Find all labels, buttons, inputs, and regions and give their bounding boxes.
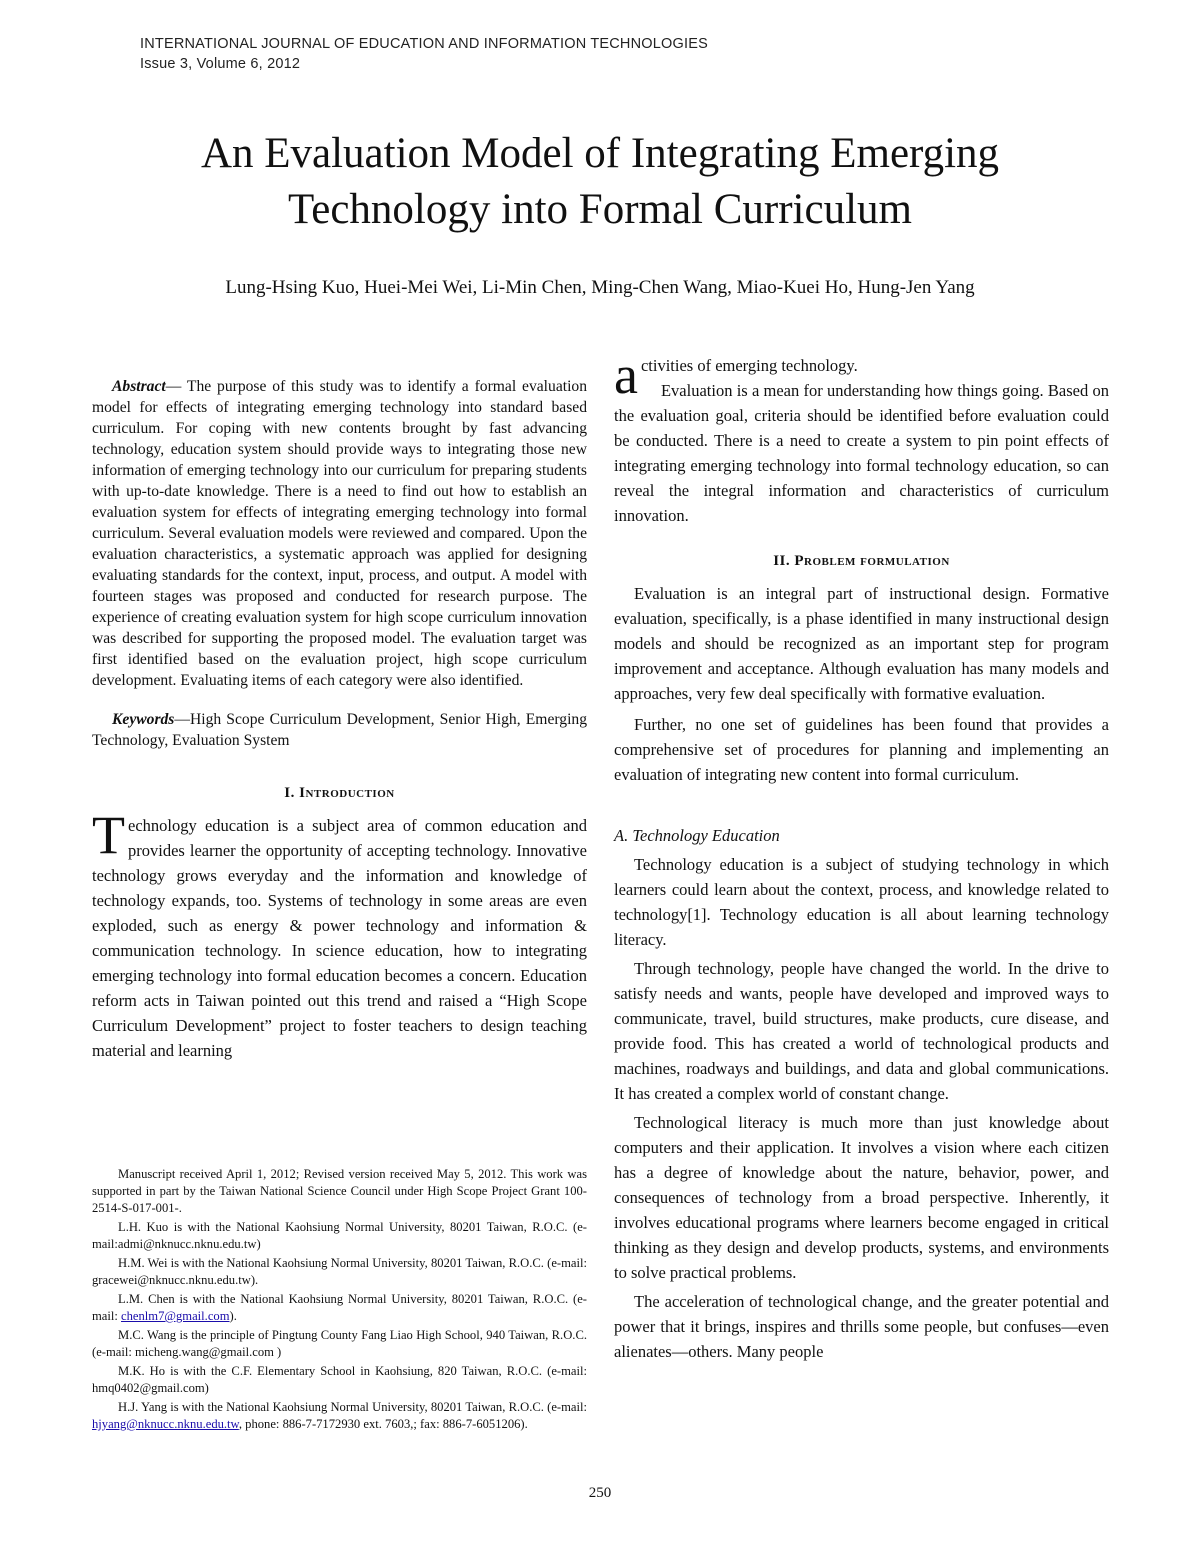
paper-title [0,126,1200,238]
footnote-wei: H.M. Wei is with the National Kaohsiung Normal University, 80201 Taiwan, R.O.C. (e-mail: gracewei@nknucc.nknu.edu.tw). [92,1256,587,1287]
technology-paragraph-3: Technological literacy is much more than just knowledge about computers and their application. It involves a vision where each citizen has a degree of knowledge about the nature, behavior, power, and consequences of technology from a broad perspective. Inherently, it involves educational programs where learners become engaged in critical thinking as they design and develop products, systems, and environments to solve practical problems. [614,1113,1109,1282]
footnote-wang: M.C. Wang is the principle of Pingtung County Fang Liao High School, 940 Taiwan, R.O.C. (e-mail: micheng.wang@gmail.com ) [92,1328,587,1359]
problem-paragraph-2: Further, no one set of guidelines has been found that provides a comprehensive set of procedures for planning and implementing an evaluation of integrating new content into formal curriculum. [614,715,1109,784]
keywords-text: —High Scope Curriculum Development, Senior High, Emerging Technology, Evaluation System [92,711,587,749]
abstract-dash: — [165,378,187,395]
technology-paragraph-4: The acceleration of technological change, and the greater potential and power that it brings, inspires and thrills some people, but confuses—even alienates—others. Many people [614,1292,1109,1361]
footnote-yang-text: H.J. Yang is with the National Kaohsiung Normal University, 80201 Taiwan, R.O.C. (e-mail: [118,1400,587,1414]
subsection-heading-technology-education: A. Technology Education [614,826,780,845]
left-column [92,376,587,1063]
continuation-text: activities of emerging technology. [614,345,858,405]
footnote-yang-end: , phone: 886-7-7172930 ext. 7603,; fax: 886-7-6051206). [238,1417,528,1431]
abstract-label: Abstract [112,378,166,395]
evaluation-paragraph: Evaluation is a mean for understanding how things going. Based on the evaluation goal, criteria should be identified before evaluation could be conducted. There is a need to create a system to pin point effects of integrating emerging technology into formal technology education, so can reveal the integral information and characteristics of curriculum innovation. [614,381,1109,525]
problem-paragraph-1: Evaluation is an integral part of instructional design. Formative evaluation, specifically, is a phase identified in many instructional design models and should be recognized as an important step for program improvement and acceptance. Although evaluation has many models and approaches, very few deal specifically with formative evaluation. [614,584,1109,703]
footnote-manuscript: Manuscript received April 1, 2012; Revised version received May 5, 2012. This work was supported in part by the Taiwan National Science Council under High Scope Project Grant 100-2514-S-017-001-. [92,1167,587,1215]
abstract [92,376,587,691]
footnote-ho: M.K. Ho is with the C.F. Elementary School in Kaohsiung, 820 Taiwan, R.O.C. (e-mail: hmq0402@gmail.com) [92,1364,587,1395]
right-column [614,345,1109,1364]
technology-paragraph-2: Through technology, people have changed the world. In the drive to satisfy needs and wants, people have developed and improved ways to communicate, travel, build structures, make products, cure disease, and provide food. This has created a world of technological products and machines, roadways and buildings, and data and global communications. It has created a complex world of constant change. [614,959,1109,1103]
footnote-chen-end: ). [229,1309,237,1323]
keywords-label: Keywords [112,711,175,728]
footnote-yang [92,1399,587,1433]
title-line-2: Technology into Formal Curriculum [288,186,912,233]
section-heading-introduction: I. Introduction [284,785,395,801]
footnote-kuo: L.H. Kuo is with the National Kaohsiung Normal University, 80201 Taiwan, R.O.C. (e-mail:admi@nknucc.nknu.edu.tw) [92,1220,587,1251]
footnote-chen [92,1291,587,1325]
chen-email-link[interactable]: chenlm7@gmail.com [121,1309,230,1323]
page-number: 250 [588,1485,612,1501]
title-line-1: An Evaluation Model of Integrating Emerging [200,130,1000,177]
introduction-paragraph: Technology education is a subject area of common education and provides learner the opportunity of accepting technology. Innovative technology grows everyday and the information and knowledge of technology expands, too. Systems of technology in some areas are even exploded, such as energy & power technology and information & communication technology. In science education, how to integrating emerging technology into formal education becomes a concern. Education reform acts in Taiwan pointed out this trend and raised a “High Scope Curriculum Development” project to foster teachers to design teaching material and learning [92,805,587,1060]
footnote-chen-text: L.M. Chen is with the National Kaohsiung Normal University, 80201 Taiwan, R.O.C. (e-mail: [92,1292,587,1323]
keywords [92,709,587,751]
journal-issue: Issue 3, Volume 6, 2012 [140,56,301,72]
author-list: Lung-Hsing Kuo, Huei-Mei Wei, Li-Min Chen, Ming-Chen Wang, Miao-Kuei Ho, Hung-Jen Yang [225,277,975,298]
section-heading-problem-formulation: II. Problem formulation [773,553,950,569]
journal-header [140,34,708,74]
technology-paragraph-1: Technology education is a subject of studying technology in which learners could learn about the context, process, and knowledge related to technology[1]. Technology education is all about learning technology literacy. [614,855,1109,949]
journal-name: INTERNATIONAL JOURNAL OF EDUCATION AND INFORMATION TECHNOLOGIES [140,36,708,52]
abstract-text: The purpose of this study was to identify a formal evaluation model for effects of integrating emerging technology into standard based curriculum. For coping with new contents brought by fast advancing technology, education system should provide ways to integrating those new information of emerging technology into our curriculum for preparing students with up-to-date knowledge. There is a need to find out how to establish an evaluation system for effects of integrating emerging technology into formal curriculum. Several evaluation models were reviewed and compared. Upon the evaluation characteristics, a systematic approach was applied for designing evaluating standards for the context, input, process, and output. A model with fourteen stages was proposed and conducted for research purpose. The experience of creating evaluation system for high scope curriculum innovation was described for supporting the proposed model. The evaluation target was first identified based on the evaluation project, high scope curriculum development. Evaluating items of each category were also identified. [92,378,587,689]
yang-email-link[interactable]: hjyang@nknucc.nknu.edu.tw [92,1417,239,1431]
footnotes [92,1166,587,1435]
